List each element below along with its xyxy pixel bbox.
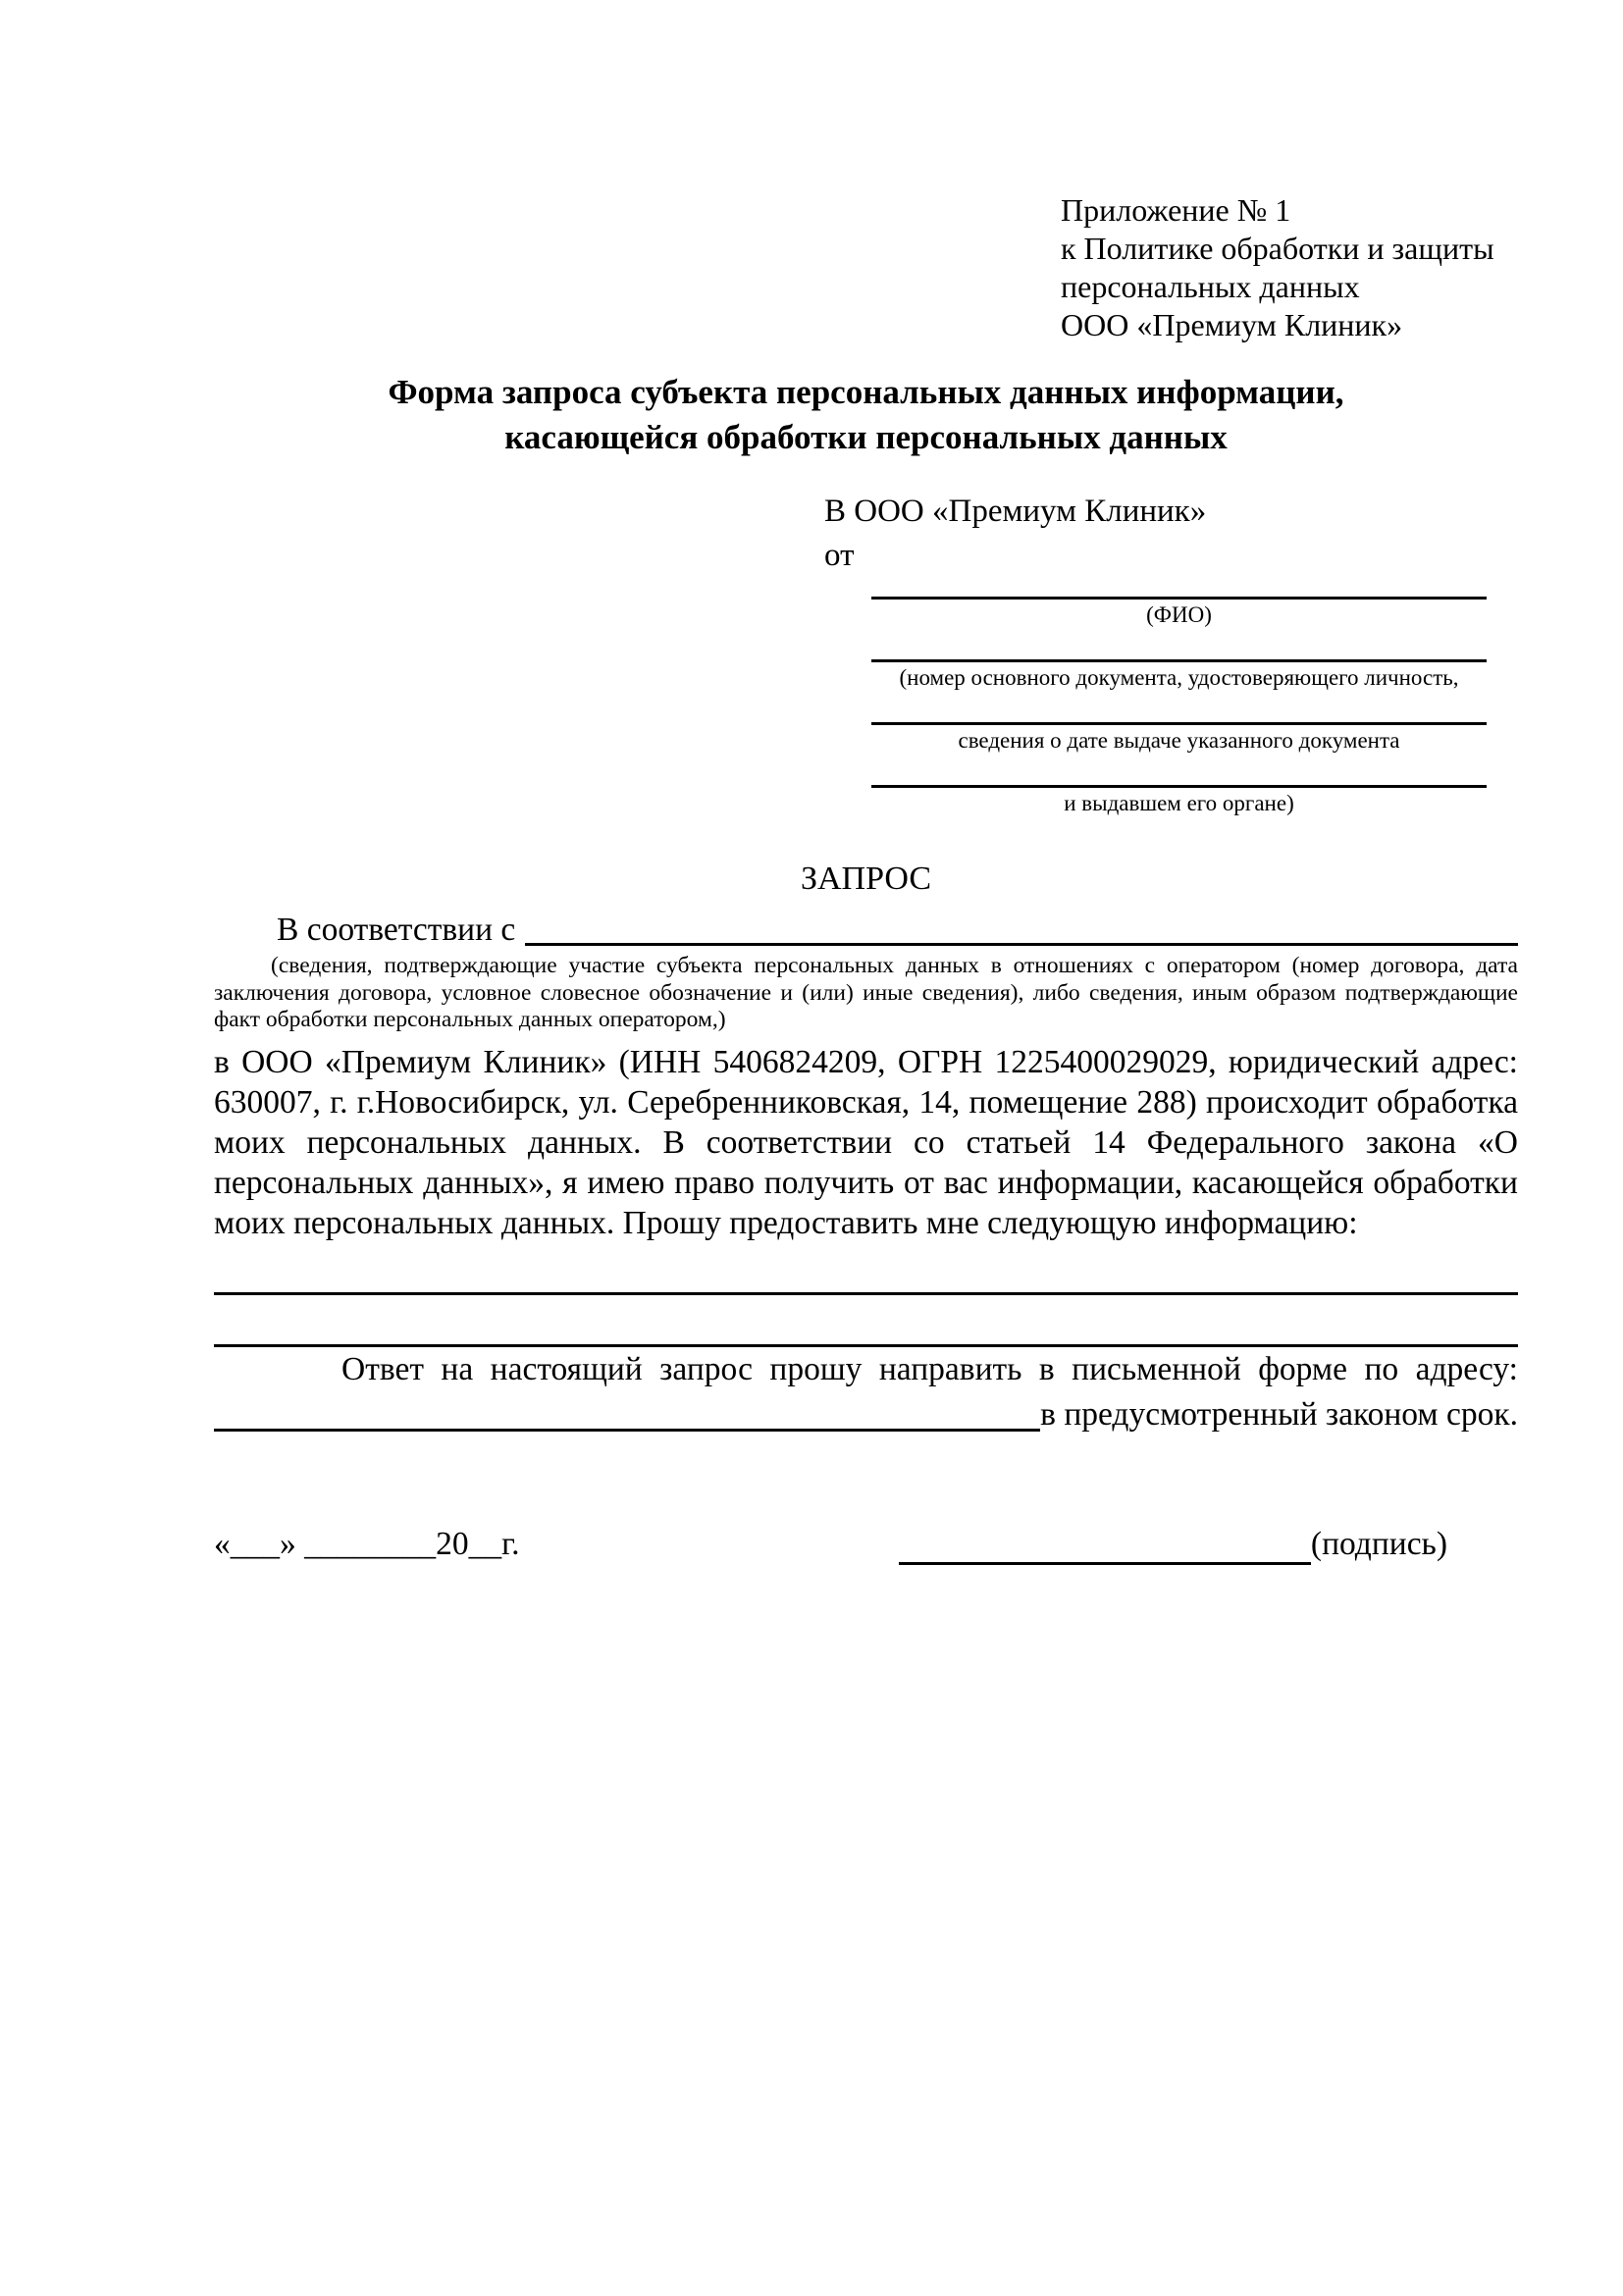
document-title bbox=[214, 370, 1518, 460]
fio-field bbox=[871, 584, 1487, 629]
header-line-personal-data: персональных данных bbox=[1061, 269, 1360, 304]
fio-caption: (ФИО) bbox=[1146, 602, 1212, 627]
document-content bbox=[214, 191, 1518, 1565]
document-number-field bbox=[871, 647, 1487, 692]
issuing-authority-caption: и выдавшем его органе) bbox=[1064, 791, 1294, 815]
document-number-caption: (номер основного документа, удостоверяющего личность, bbox=[899, 665, 1459, 690]
requested-info-input-line-1[interactable] bbox=[214, 1243, 1518, 1295]
signature-group bbox=[899, 1524, 1447, 1565]
date-field[interactable]: «___» ________20__г. bbox=[214, 1525, 520, 1562]
addressee-block bbox=[824, 490, 1518, 817]
fio-input-line[interactable] bbox=[871, 584, 1487, 600]
basis-input-line[interactable] bbox=[525, 910, 1518, 946]
document-number-input-line[interactable] bbox=[871, 647, 1487, 662]
document-title-line-2: касающейся обработки персональных данных bbox=[504, 418, 1228, 456]
addressee-from: от bbox=[824, 538, 855, 573]
reply-address-input-line[interactable] bbox=[214, 1392, 1040, 1432]
reply-address-sentence: Ответ на настоящий запрос прошу направить в письменной форме по адресу: bbox=[341, 1350, 1518, 1387]
header-line-policy: к Политике обработки и защиты bbox=[1061, 231, 1494, 266]
issuing-authority-field bbox=[871, 772, 1487, 817]
document-issue-date-input-line[interactable] bbox=[871, 709, 1487, 725]
document-issue-date-caption: сведения о дате выдаче указанного документа bbox=[958, 728, 1400, 753]
addressee-to: В ООО «Премиум Клиник» bbox=[824, 494, 1207, 529]
document-issue-date-field bbox=[871, 709, 1487, 755]
reply-deadline-text: в предусмотренный законом срок. bbox=[1040, 1395, 1518, 1433]
issuing-authority-input-line[interactable] bbox=[871, 772, 1487, 788]
date-signature-row bbox=[214, 1524, 1518, 1565]
header-line-appendix-number: Приложение № 1 bbox=[1061, 192, 1291, 228]
accordance-label: В соответствии с bbox=[277, 912, 516, 948]
request-heading: ЗАПРОС bbox=[800, 861, 932, 897]
accordance-row bbox=[214, 910, 1518, 951]
requested-info-input-line-2[interactable] bbox=[214, 1295, 1518, 1347]
signature-input-line[interactable] bbox=[899, 1527, 1311, 1565]
header-line-company: ООО «Премиум Клиник» bbox=[1061, 307, 1403, 342]
reply-address-row bbox=[214, 1392, 1518, 1437]
basis-explanation-note: (сведения, подтверждающие участие субъекта персональных данных в отношениях с оператором (номер договора, дата заключения договора, условное словесное обозначение и (или) иные сведения), либо сведения, иным образом подтверждающие факт обработки персональных данных оператором,) bbox=[214, 953, 1518, 1032]
document-title-line-1: Форма запроса субъекта персональных данных информации, bbox=[388, 373, 1344, 411]
request-body-paragraph: в ООО «Премиум Клиник» (ИНН 5406824209, ОГРН 1225400029029, юридический адрес: 630007, г. г.Новосибирск, ул. Серебренниковская, 14, помещение 288) происходит обработка моих персональных данных. В соответствии со статьей 14 Федерального закона «О персональных данных», я имею право получить от вас информации, касающейся обработки моих персональных данных. Прошу предоставить мне следующую информацию: bbox=[214, 1043, 1518, 1241]
signature-caption: (подпись) bbox=[1310, 1525, 1447, 1562]
appendix-header-block bbox=[1061, 191, 1518, 344]
